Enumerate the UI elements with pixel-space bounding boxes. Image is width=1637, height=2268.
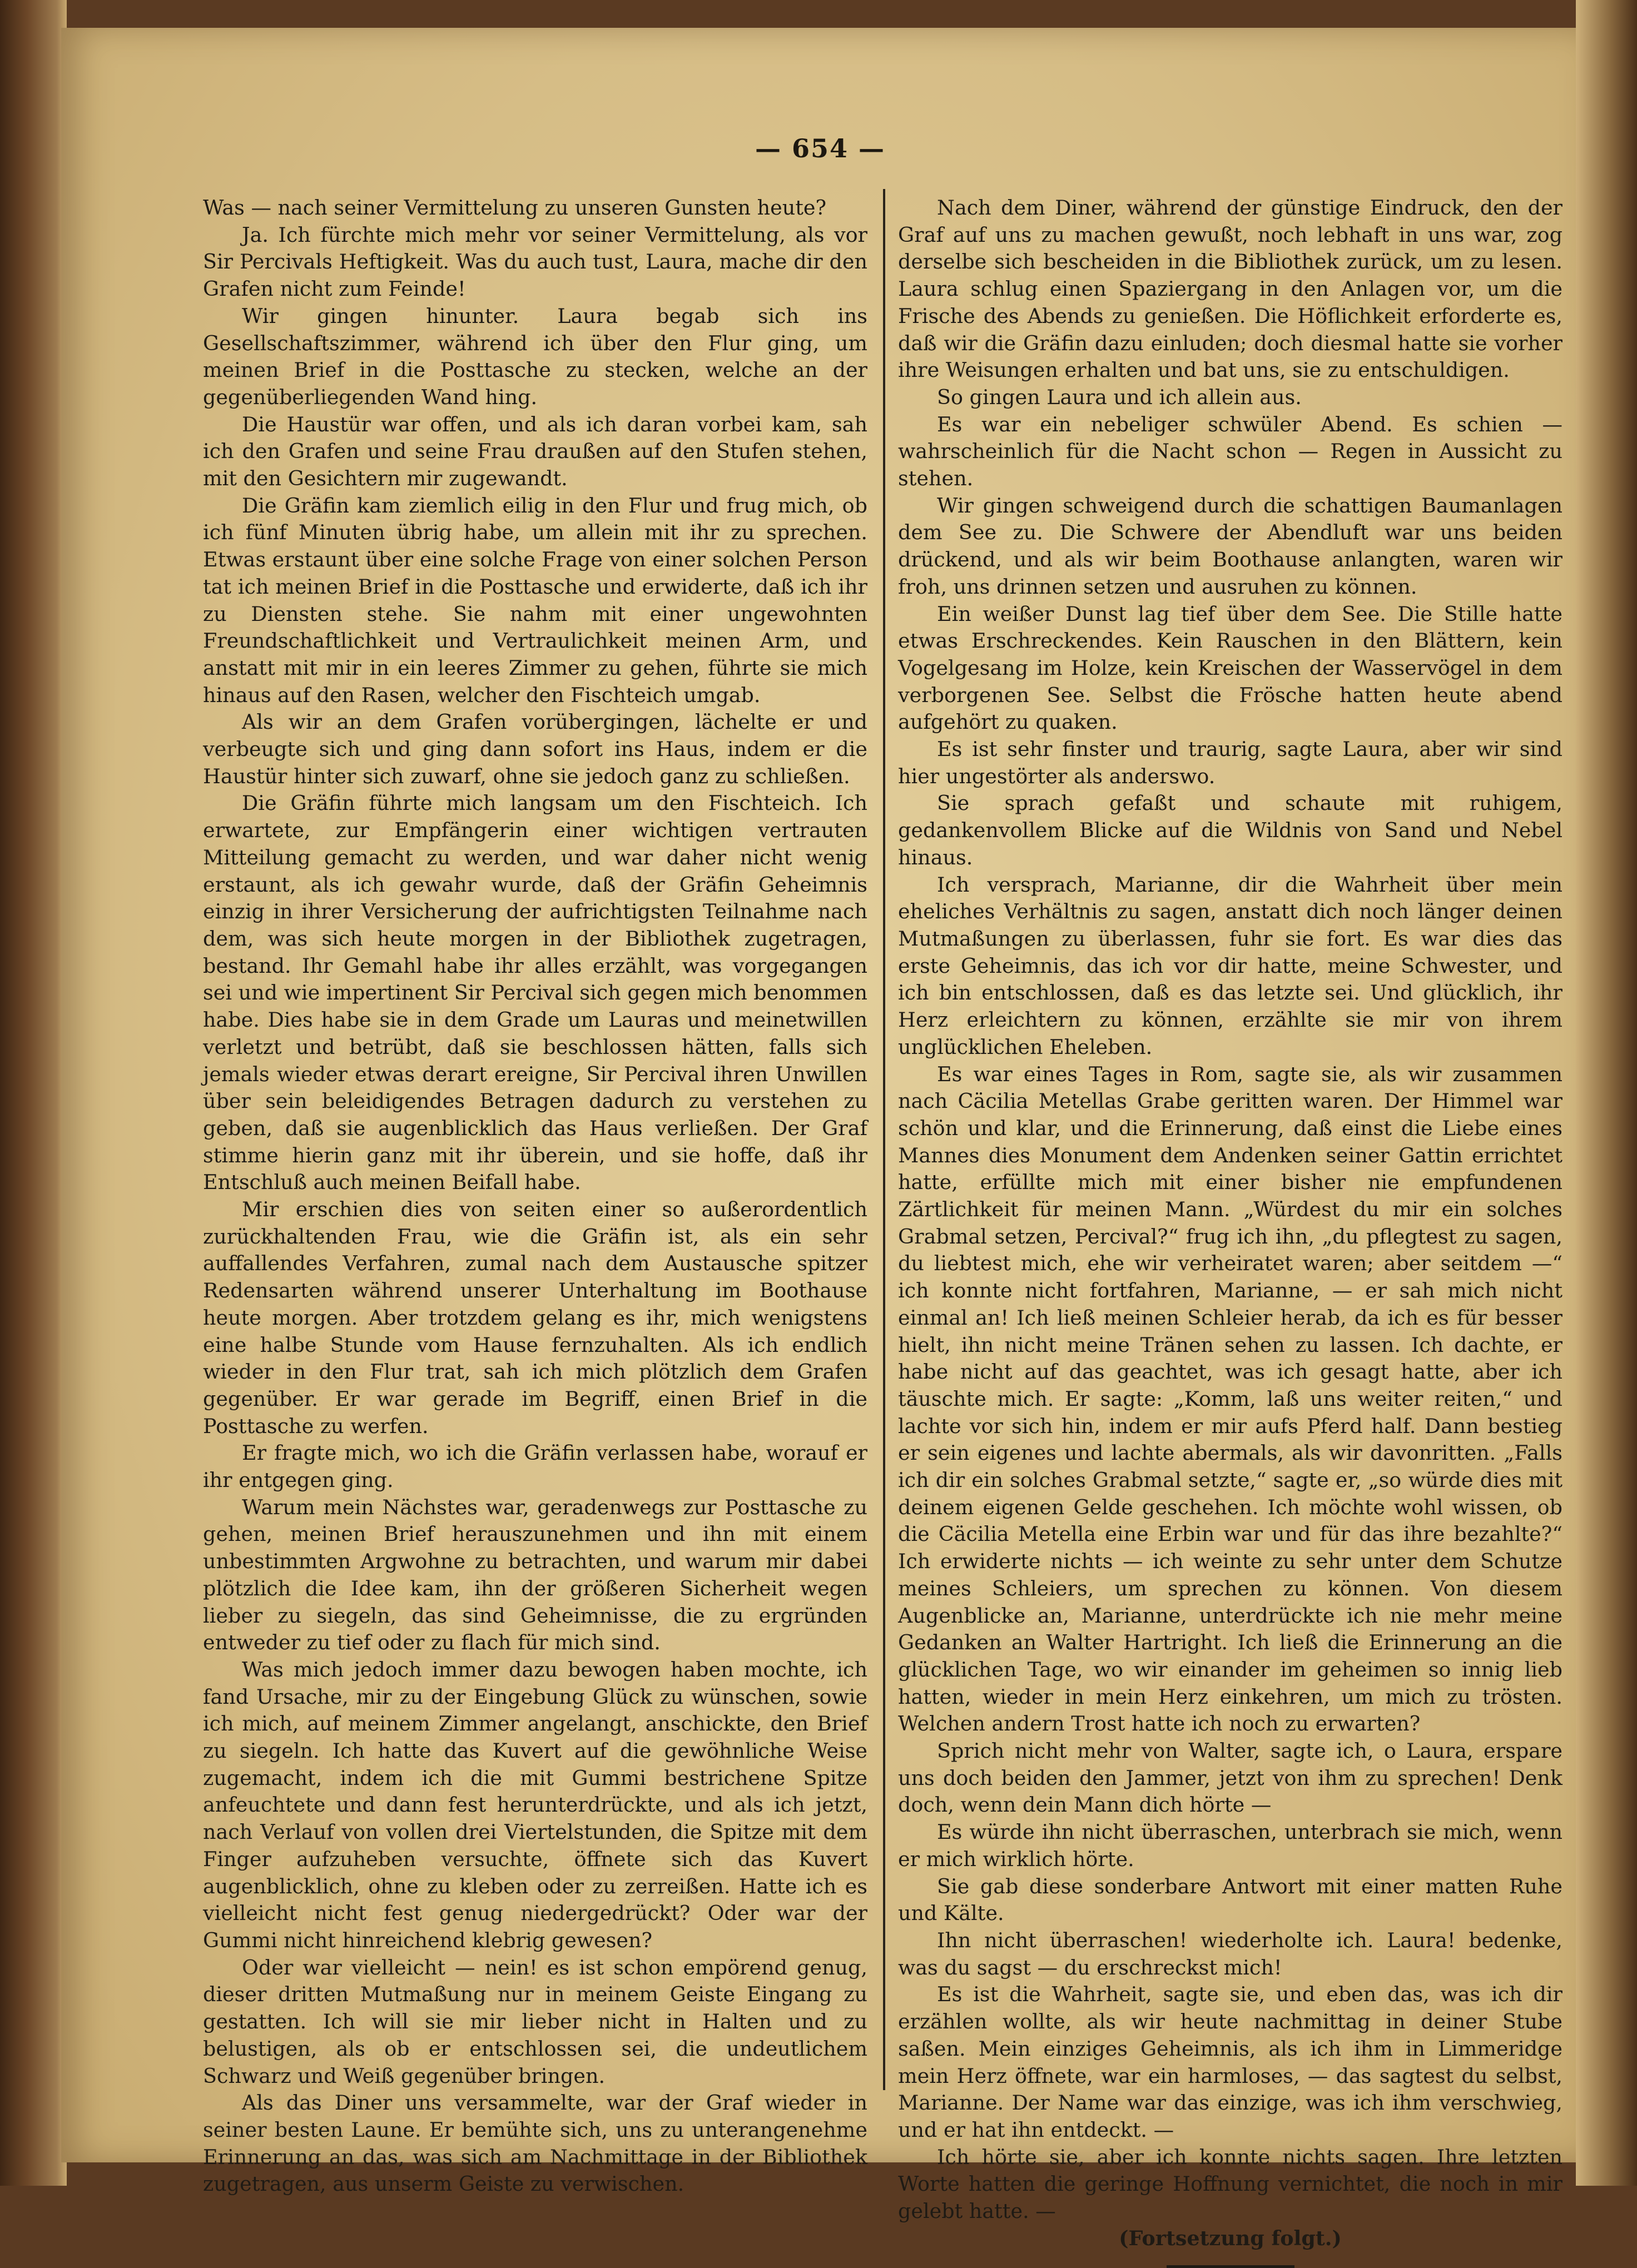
- column-divider: [883, 189, 885, 2090]
- paragraph: Die Haustür war offen, und als ich daran vorbei kam, sah ich den Grafen und seine Frau draußen auf den Stufen stehen, mit den Gesichtern mir zugewandt.: [203, 412, 867, 491]
- book-spine: [0, 0, 67, 2186]
- paragraph: Ich versprach, Marianne, dir die Wahrheit über mein eheliches Verhältnis zu sagen, anstatt dich noch länger deinen Mutmaßungen zu überlassen, fuhr sie fort. Es war dies das erste Geheimnis, das ich vor dir hatte, meine Schwester, und ich bin entschlossen, daß es das letzte sei. Und glücklich, ihr Herz erleichtern zu können, erzählte sie mir von ihrem unglücklichen Eheleben.: [898, 872, 1562, 1059]
- paragraph: Warum mein Nächstes war, geradenwegs zur Posttasche zu gehen, meinen Brief herauszunehmen und ihn mit einem unbestimmten Argwohne zu betrachten, und warum mir dabei plötzlich die Idee kam, ihn der größeren Sicherheit wegen lieber zu siegeln, das sind Geheimnisse, die zu ergründen entweder zu tief oder zu flach für mich sind.: [203, 1495, 867, 1655]
- paragraph: Es ist die Wahrheit, sagte sie, und eben das, was ich dir erzählen wollte, als wir heute nachmittag in deiner Stube saßen. Mein einziges Geheimnis, als ich ihm in Limmeridge mein Herz öffnete, war ein harmloses, — das sagtest du selbst, Marianne. Der Name war das einzige, was ich ihm verschwieg, und er hat ihn entdeckt. —: [898, 1982, 1562, 2142]
- paragraph: Sie gab diese sonderbare Antwort mit einer matten Ruhe und Kälte.: [898, 1874, 1562, 1926]
- paragraph: Als wir an dem Grafen vorübergingen, lächelte er und verbeugte sich und ging dann sofort ins Haus, indem er die Haustür hinter sich zuwarf, ohne sie jedoch ganz zu schließen.: [203, 710, 867, 788]
- paragraph: Nach dem Diner, während der günstige Eindruck, den der Graf auf uns zu machen gewußt, noch lebhaft in uns war, zog derselbe sich bescheiden in die Bibliothek zurück, um zu lesen. Laura schlug einen Spaziergang in den Anlagen vor, um die Frische des Abends zu genießen. Die Höflichkeit erforderte es, daß wir die Gräfin dazu einluden; doch diesmal hatte sie vorher ihre Weisungen erhalten und bat uns, sie zu entschuldigen.: [898, 196, 1562, 382]
- paragraph: Ich hörte sie, aber ich konnte nichts sagen. Ihre letzten Worte hatten die geringe Hoffnung vernichtet, die noch in mir gelebt hatte. —: [898, 2145, 1562, 2224]
- paragraph: So gingen Laura und ich allein aus.: [937, 385, 1302, 409]
- book-page: [61, 28, 1579, 2250]
- continued-label: (Fortsetzung folgt.): [1119, 2226, 1342, 2250]
- paragraph: Ein weißer Dunst lag tief über dem See. Die Stille hatte etwas Erschreckendes. Kein Rauschen in den Blättern, kein Vogelgesang im Holze, kein Kreischen der Wasservögel in dem verborgenen See. Selbst die Frösche hatten heute abend aufgehört zu quaken.: [898, 601, 1562, 734]
- paragraph: Sprich nicht mehr von Walter, sagte ich, o Laura, erspare uns doch beiden den Jammer, jetzt von ihm zu sprechen! Denk doch, wenn dein Mann dich hörte —: [898, 1739, 1562, 1817]
- paragraph: Mir erschien dies von seiten einer so außerordentlich zurückhaltenden Frau, wie die Gräfin ist, als ein sehr auffallendes Verfahren, zumal nach dem Austausche spitzer Redensarten während unserer Unterhaltung im Boothause heute morgen. Aber trotzdem gelang es ihr, mich wenigstens eine halbe Stunde vom Hause fernzuhalten. Als ich endlich wieder in den Flur trat, sah ich mich plötzlich dem Grafen gegenüber. Er war gerade im Begriff, einen Brief in die Posttasche zu werfen.: [203, 1197, 867, 1438]
- paragraph: Sie sprach gefaßt und schaute mit ruhigem, gedankenvollem Blicke auf die Wildnis von Sand und Nebel hinaus.: [898, 791, 1562, 869]
- paragraph: Es war eines Tages in Rom, sagte sie, als wir zusammen nach Cäcilia Metellas Grabe geritten waren. Der Himmel war schön und klar, und die Erinnerung, daß einst die Liebe eines Mannes dies Monument dem Andenken seiner Gattin errichtet hatte, erfüllte mich mit einer bisher nie empfundenen Zärtlichkeit für meinen Mann. „Würdest du mir ein solches Grabmal setzen, Percival?“ frug ich ihn, „du pflegtest zu sagen, du liebtest mich, ehe wir verheiratet waren; aber seitdem —“ ich konnte nicht fortfahren, Marianne, — er sah mich nicht einmal an! Ich ließ meinen Schleier herab, da ich es für besser hielt, ihn nicht meine Tränen sehen zu lassen. Ich dachte, er habe nicht auf das geachtet, was ich gesagt hatte, aber ich täuschte mich. Er sagte: „Komm, laß uns weiter reiten,“ und lachte vor sich hin, indem er mir aufs Pferd half. Dann bestieg er sein eigenes und lachte abermals, als wir davonritten. „Falls ich dir ein solches Grabmal setzte,“ sagte er, „so würde dies mit deinem eigenen Gelde geschehen. Ich möchte wohl wissen, ob die Cäcilia Metella eine Erbin war und für das ihre bezahlte?“ Ich erwiderte nichts — ich weinte zu sehr unter dem Schutze meines Schleiers, um sprechen zu können. Von diesem Augenblicke an, Marianne, unterdrückte ich nie mehr meine Gedanken an Walter Hartright. Ich ließ die Erinnerung an die glücklichen Tage, wo wir einander im geheimen so innig lieb hatten, wieder in mein Herz einkehren, um mich zu trösten. Welchen andern Trost hatte ich noch zu erwarten?: [898, 1062, 1562, 1736]
- right-column: [898, 195, 1562, 2250]
- paragraph: Er fragte mich, wo ich die Gräfin verlassen habe, worauf er ihr entgegen ging.: [203, 1441, 867, 1493]
- paragraph: Es ist sehr finster und traurig, sagte Laura, aber wir sind hier ungestörter als anderswo.: [898, 737, 1562, 788]
- page-number: — 654 —: [755, 133, 886, 163]
- paragraph: Ihn nicht überraschen! wiederholte ich. Laura! bedenke, was du sagst — du erschreckst mich!: [898, 1928, 1562, 1979]
- end-rule: [1167, 2265, 1294, 2268]
- paragraph: Oder war vielleicht — nein! es ist schon empörend genug, dieser dritten Mutmaßung nur in meinem Geiste Eingang zu gestatten. Ich will sie mir lieber nicht in Halten und zu belustigen, als ob er entschlossen sei, die undeutlichem Schwarz und Weiß gegenüber bringen.: [203, 1955, 867, 2088]
- paragraph: Die Gräfin kam ziemlich eilig in den Flur und frug mich, ob ich fünf Minuten übrig habe, um allein mit ihr zu sprechen. Etwas erstaunt über eine solche Frage von einer solchen Person tat ich meinen Brief in die Posttasche und erwiderte, daß ich ihr zu Diensten stehe. Sie nahm mit einer ungewohnten Freundschaftlichkeit und Vertraulichkeit meinen Arm, und anstatt mit mir in ein leeres Zimmer zu gehen, führte sie mich hinaus auf den Rasen, welcher den Fischteich umgab.: [203, 493, 867, 707]
- paragraph: Ja. Ich fürchte mich mehr vor seiner Vermittelung, als vor Sir Percivals Heftigkeit. Was du auch tust, Laura, mache dir den Grafen nicht zum Feinde!: [203, 222, 867, 301]
- left-column: [203, 195, 867, 2196]
- paragraph: Wir gingen schweigend durch die schattigen Baumanlagen dem See zu. Die Schwere der Abendluft war uns beiden drückend, und als wir beim Boothause anlangten, waren wir froh, uns drinnen setzen und ausruhen zu können.: [898, 493, 1562, 599]
- paragraph: Es war ein nebeliger schwüler Abend. Es schien — wahrscheinlich für die Nacht schon — Regen in Aussicht zu stehen.: [898, 412, 1562, 491]
- paragraph: Wir gingen hinunter. Laura begab sich ins Gesellschaftszimmer, während ich über den Flur ging, um meinen Brief in die Posttasche zu stecken, welche an der gegenüberliegenden Wand hing.: [203, 304, 867, 409]
- paragraph: Es würde ihn nicht überraschen, unterbrach sie mich, wenn er mich wirklich hörte.: [898, 1820, 1562, 1871]
- paragraph: Was mich jedoch immer dazu bewogen haben mochte, ich fand Ursache, mir zu der Eingebung Glück zu wünschen, sowie ich mich, auf meinem Zimmer angelangt, anschickte, den Brief zu siegeln. Ich hatte das Kuvert auf die gewöhnliche Weise zugemacht, indem ich die mit Gummi bestrichene Spitze anfeuchtete und dann fest herunterdrückte, und als ich jetzt, nach Verlauf von vollen drei Viertelstunden, die Spitze mit dem Finger aufzuheben versuchte, öffnete sich das Kuvert augenblicklich, ohne zu kleben oder zu zerreißen. Hatte ich es vielleicht nicht fest genug niedergedrückt? Oder war der Gummi nicht hinreichend klebrig gewesen?: [203, 1657, 867, 1952]
- paragraph: Was — nach seiner Vermittelung zu unseren Gunsten heute?: [203, 196, 827, 220]
- next-page-edge: [1576, 0, 1637, 2186]
- paragraph: Die Gräfin führte mich langsam um den Fischteich. Ich erwartete, zur Empfängerin einer wichtigen vertrauten Mitteilung gemacht zu werden, und war daher nicht wenig erstaunt, als ich gewahr wurde, daß der Gräfin Geheimnis einzig in ihrer Versicherung der aufrichtigsten Teilnahme nach dem, was sich heute morgen in der Bibliothek zugetragen, bestand. Ihr Gemahl habe ihr alles erzählt, was vorgegangen sei und wie impertinent Sir Percival sich gegen mich benommen habe. Dies habe sie in dem Grade um Lauras und meinetwillen verletzt und betrübt, daß sie beschlossen hätten, falls sich jemals wieder etwas derart ereigne, Sir Percival ihren Unwillen über sein beleidigendes Betragen dadurch zu verstehen zu geben, daß sie augenblicklich das Haus verließen. Der Graf stimme hierin ganz mit ihr überein, und sie hoffe, daß ihr Entschluß auch meinen Beifall habe.: [203, 791, 867, 1195]
- paragraph: Als das Diner uns versammelte, war der Graf wieder in seiner besten Laune. Er bemühte sich, uns zu unterangenehme Erinnerung an das, was sich am Nachmittage in der Bibliothek zugetragen, aus unserm Geiste zu verwischen.: [203, 2091, 867, 2196]
